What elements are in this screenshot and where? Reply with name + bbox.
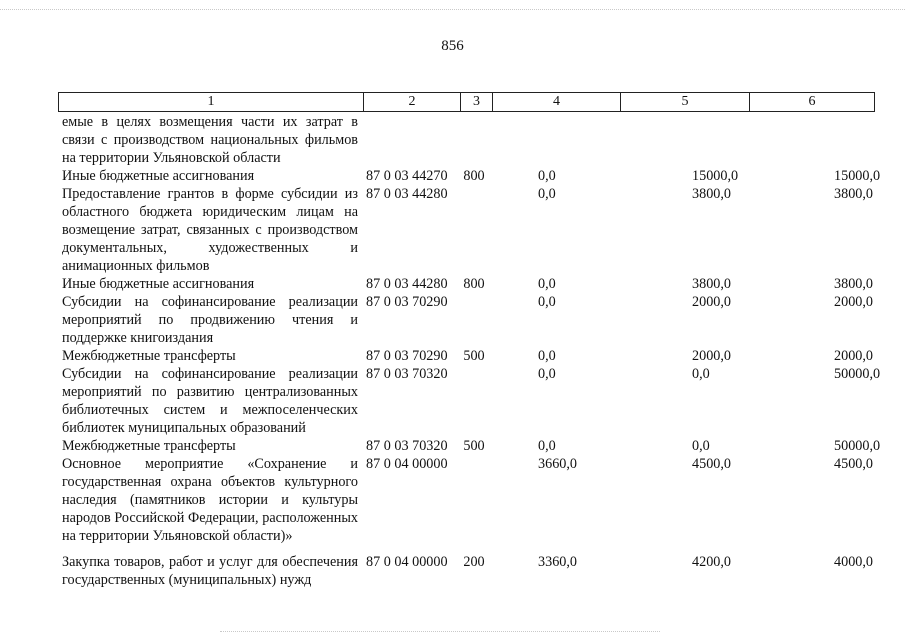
row-amount-v6 xyxy=(744,293,882,311)
amount-value: 0,0 xyxy=(538,438,556,454)
column-header-2: 2 xyxy=(364,93,461,111)
amount-value: 3660,0 xyxy=(538,456,578,472)
row-amount-v6 xyxy=(744,455,882,473)
row-amount-v6 xyxy=(744,167,882,185)
table-body xyxy=(62,113,882,589)
row-amount-v4 xyxy=(494,293,614,311)
column-header-6: 6 xyxy=(808,94,816,109)
row-description: Иные бюджетные ассигнования xyxy=(62,168,255,184)
table-row xyxy=(62,553,882,589)
row-amount-v6 xyxy=(744,437,882,455)
amount-value: 0,0 xyxy=(538,276,556,292)
row-description: Предоставление грантов в форме субсидии из областного бюджета юридическим лицам на возмещение затрат, связанных с производством документальных, художественных и анимационных фильмов xyxy=(62,186,358,274)
row-expense-type: 800 xyxy=(463,276,485,292)
amount-value: 0,0 xyxy=(538,186,556,202)
row-amount-v5 xyxy=(614,437,744,455)
amount-value: 3800,0 xyxy=(692,276,732,292)
amount-value: 0,0 xyxy=(692,438,710,454)
table-row xyxy=(62,455,882,545)
row-code: 87 0 04 00000 xyxy=(366,456,448,472)
column-header-1: 1 xyxy=(59,93,364,111)
table-row xyxy=(62,365,882,437)
table-row xyxy=(62,113,882,167)
table-header xyxy=(58,92,875,112)
row-expense-type: 500 xyxy=(463,438,485,454)
amount-value: 0,0 xyxy=(538,366,556,382)
table-row xyxy=(62,347,882,365)
row-description: Основное мероприятие «Сохранение и государственная охрана объектов культурного наследия (памятников истории и культуры народов Российской Федерации, расположенных на территории Ульяновской области)» xyxy=(62,456,358,544)
row-description: Иные бюджетные ассигнования xyxy=(62,276,255,292)
table-row xyxy=(62,185,882,275)
amount-value: 2000,0 xyxy=(834,348,874,364)
row-expense-type: 500 xyxy=(463,348,485,364)
table-row xyxy=(62,437,882,455)
amount-value: 4200,0 xyxy=(692,554,732,570)
row-code: 87 0 03 70320 xyxy=(366,438,448,454)
amount-value: 4500,0 xyxy=(692,456,732,472)
row-amount-v4 xyxy=(494,275,614,293)
row-code: 87 0 03 70290 xyxy=(366,294,448,310)
amount-value: 0,0 xyxy=(538,294,556,310)
row-description: Субсидии на софинансирование реализации мероприятий по продвижению чтения и поддержке книгоиздания xyxy=(62,294,358,346)
amount-value: 50000,0 xyxy=(834,438,881,454)
row-amount-v5 xyxy=(614,553,744,571)
row-amount-v5 xyxy=(614,293,744,311)
row-amount-v4 xyxy=(494,167,614,185)
row-code: 87 0 03 70320 xyxy=(366,366,448,382)
row-description: Межбюджетные трансферты xyxy=(62,348,236,364)
row-amount-v4 xyxy=(494,437,614,455)
amount-value: 2000,0 xyxy=(834,294,874,310)
row-code: 87 0 03 44280 xyxy=(366,186,448,202)
amount-value: 0,0 xyxy=(692,366,710,382)
row-description: Закупка товаров, работ и услуг для обеспечения государственных (муниципальных) нужд xyxy=(62,554,358,588)
scan-artifact-top xyxy=(0,9,905,10)
table-row xyxy=(62,275,882,293)
row-amount-v5 xyxy=(614,455,744,473)
amount-value: 4500,0 xyxy=(834,456,874,472)
row-amount-v4 xyxy=(494,185,614,203)
row-amount-v6 xyxy=(744,365,882,383)
scan-artifact-bottom xyxy=(220,631,660,632)
column-header-5: 5 xyxy=(621,93,750,111)
table-row xyxy=(62,167,882,185)
amount-value: 2000,0 xyxy=(692,348,732,364)
row-amount-v4 xyxy=(494,455,614,473)
column-header-3: 3 xyxy=(461,93,493,111)
row-description: емые в целях возмещения части их затрат в связи с производством национальных фильмов на территории Ульяновской области xyxy=(62,114,358,166)
amount-value: 3800,0 xyxy=(834,276,874,292)
table-row xyxy=(62,293,882,347)
amount-value: 4000,0 xyxy=(834,554,874,570)
amount-value: 0,0 xyxy=(538,348,556,364)
row-code: 87 0 03 44270 xyxy=(366,168,448,184)
row-amount-v5 xyxy=(614,185,744,203)
row-amount-v6 xyxy=(744,185,882,203)
row-description: Субсидии на софинансирование реализации мероприятий по развитию централизованных библиотечных систем и межпоселенческих библиотек муниципальных образований xyxy=(62,366,358,436)
row-amount-v6 xyxy=(744,275,882,293)
row-amount-v6 xyxy=(744,347,882,365)
row-code: 87 0 04 00000 xyxy=(366,554,448,570)
page-number: 856 xyxy=(441,38,464,54)
row-amount-v4 xyxy=(494,365,614,383)
row-amount-v4 xyxy=(494,553,614,571)
row-amount-v6 xyxy=(744,553,882,571)
row-amount-v5 xyxy=(614,365,744,383)
amount-value: 15000,0 xyxy=(692,168,739,184)
amount-value: 50000,0 xyxy=(834,366,881,382)
row-description: Межбюджетные трансферты xyxy=(62,438,236,454)
row-amount-v5 xyxy=(614,347,744,365)
row-expense-type: 800 xyxy=(463,168,485,184)
row-amount-v5 xyxy=(614,275,744,293)
amount-value: 2000,0 xyxy=(692,294,732,310)
row-code: 87 0 03 44280 xyxy=(366,276,448,292)
row-amount-v5 xyxy=(614,167,744,185)
amount-value: 3360,0 xyxy=(538,554,578,570)
row-amount-v4 xyxy=(494,347,614,365)
amount-value: 3800,0 xyxy=(692,186,732,202)
amount-value: 15000,0 xyxy=(834,168,881,184)
column-header-4: 4 xyxy=(493,93,621,111)
row-expense-type: 200 xyxy=(463,554,485,570)
amount-value: 0,0 xyxy=(538,168,556,184)
amount-value: 3800,0 xyxy=(834,186,874,202)
row-code: 87 0 03 70290 xyxy=(366,348,448,364)
